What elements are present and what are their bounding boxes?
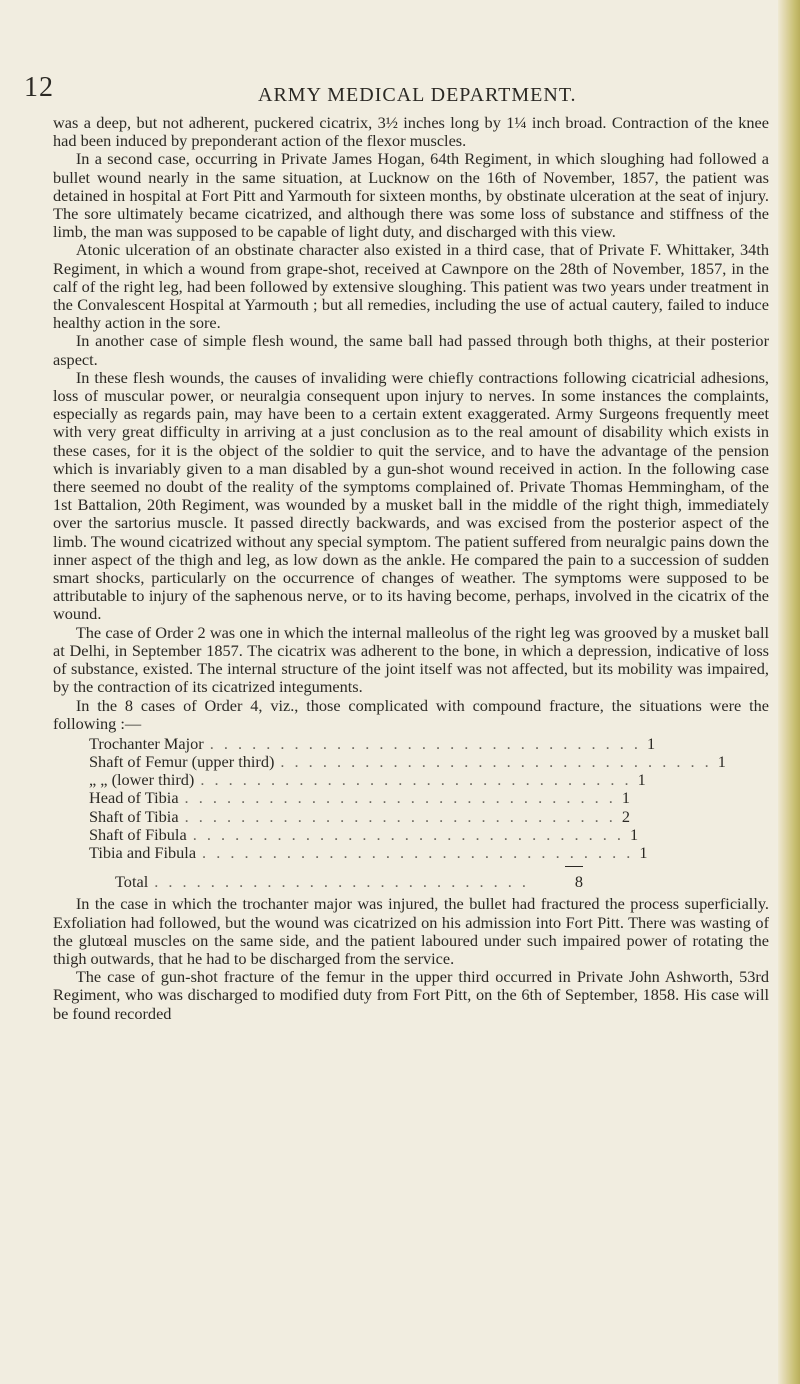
page-number: 12 (24, 72, 54, 103)
case-count: 1 (621, 788, 630, 808)
leader-dots: . . . . . . . . . . . . . . . . . . . . . . . . . . . . . . . (192, 824, 624, 844)
table-row (89, 806, 630, 826)
leader-dots: . . . . . . . . . . . . . . . . . . . . . . . . . . . . . . . (202, 843, 634, 863)
total-label: Total (115, 872, 149, 892)
fracture-site: Tibia and Fibula (89, 843, 197, 863)
case-count: 1 (629, 824, 639, 844)
leader-dots: . . . . . . . . . . . . . . . . . . . . . . . . . . . . . . . (184, 788, 616, 808)
table-row (89, 733, 656, 753)
leader-dots: . . . . . . . . . . . . . . . . . . . . . . . . . . . . . . . (184, 806, 616, 826)
paragraph: In a second case, occurring in Private James Hogan, 64th Regiment, in which sloughing had followed a bullet wound nearly in the same situation, at Lucknow on the 16th of November, 1857, the patient was detained in hospital at Fort Pitt and Yarmouth for sixteen months, by obstinate ulceration at the seat of injury. The sore ultimately became cicatrized, and although there was some loss of substance and stiffness of the limb, the man was supposed to be capable of light duty, and discharged with this view. (53, 149, 769, 242)
paragraph: The case of gun-shot fracture of the femur in the upper third occurred in Private John Ashworth, 53rd Regiment, who was discharged to modified duty from Fort Pitt, on the 6th of September, 1858. His case will be found recorded (53, 967, 769, 1023)
fracture-site: Shaft of Femur (upper third) (89, 752, 275, 772)
total-row (115, 873, 583, 891)
fracture-site: Trochanter Major (89, 733, 204, 753)
table-row (89, 824, 639, 844)
total-value: 8 (574, 872, 583, 892)
fracture-site: „ „ (lower third) (89, 770, 195, 790)
table-row (89, 788, 630, 808)
paragraph: Atonic ulceration of an obstinate character also existed in a third case, that of Private F. Whittaker, 34th Regiment, in which a wound from grape-shot, received at Cawnpore on the 28th of November, 1857, in the calf of the right leg, had been followed by extensive sloughing. This patient was two years under treatment in the Convalescent Hospital at Yarmouth ; but all remedies, including the use of actual cautery, failed to induce healthy action in the sore. (53, 240, 769, 333)
leader-dots: . . . . . . . . . . . . . . . . . . . . . . . . . . . . . . . (280, 752, 712, 772)
table-row (89, 770, 646, 790)
leader-dots: . . . . . . . . . . . . . . . . . . . . . . . . . . . . . . . (209, 733, 641, 753)
fracture-site: Shaft of Tibia (89, 806, 179, 826)
leader-dots: . . . . . . . . . . . . . . . . . . . . . . . . . . . . . . . (200, 770, 632, 790)
page-edge-shadow (778, 0, 800, 1384)
table-row (89, 752, 726, 772)
running-head: ARMY MEDICAL DEPARTMENT. (258, 84, 577, 106)
leader-dots: . . . . . . . . . . . . . . . . . . . . . . . . . . . (154, 872, 529, 892)
case-count: 1 (647, 733, 656, 753)
body-text (53, 114, 769, 1023)
case-count: 2 (621, 806, 630, 826)
fracture-sites-table (89, 733, 726, 867)
paragraph: In another case of simple flesh wound, the same ball had passed through both thighs, at their posterior aspect. (53, 331, 769, 369)
fracture-site: Head of Tibia (89, 788, 179, 808)
case-count: 1 (717, 752, 726, 772)
total-rule (565, 866, 583, 867)
paragraph: In the case in which the trochanter major was injured, the bullet had fractured the process superficially. Exfoliation had followed, but the wound was cicatrized on his admission into Fort Pitt. There was wasting of the glutœal muscles on the same side, and the patient laboured under such impaired power of rotating the thigh outwards, that he had to be discharged from the service. (53, 894, 769, 969)
table-row (89, 843, 648, 863)
paragraph: In the 8 cases of Order 4, viz., those complicated with compound fracture, the situations were the following :— (53, 695, 769, 733)
fracture-site: Shaft of Fibula (89, 824, 187, 844)
case-count: 1 (637, 770, 646, 790)
case-count: 1 (639, 843, 648, 863)
paragraph: In these flesh wounds, the causes of invaliding were chiefly contractions following cicatricial adhesions, loss of muscular power, or neuralgia consequent upon injury to nerves. In some instances the complaints, especially as regards pain, may have been to a certain extent exaggerated. Army Surgeons frequently meet with very great difficulty in arriving at a just conclusion as to the real amount of disability which exists in these cases, for it is the object of the soldier to quit the service, and to have the advantage of the pension which is invariably given to a man disabled by a gun-shot wound received in action. In the following case there seemed no doubt of the reality of the symptoms complained of. Private Thomas Hemmingham, of the 1st Battalion, 20th Regiment, was wounded by a musket ball in the middle of the right thigh, immediately over the sartorius muscle. It passed directly backwards, and was excised from the posterior aspect of the limb. The wound cicatrized without any special symptom. The patient suffered from neuralgic pains down the inner aspect of the thigh and leg, as low down as the ankle. He compared the pain to a succession of sudden smart shocks, particularly on the occurrence of changes of weather. The symptoms were supposed to be attributable to injury of the saphenous nerve, or to its having become, perhaps, involved in the cicatrix of the wound. (53, 367, 769, 624)
paragraph: The case of Order 2 was one in which the internal malleolus of the right leg was grooved by a musket ball at Delhi, in September 1857. The cicatrix was adherent to the bone, in which a depression, indicative of loss of substance, existed. The internal structure of the joint itself was not affected, but its mobility was impaired, by the contraction of its cicatrized integuments. (53, 622, 769, 697)
paragraph: was a deep, but not adherent, puckered cicatrix, 3½ inches long by 1¼ inch broad. Contraction of the knee had been induced by preponderant action of the flexor muscles. (53, 113, 769, 151)
